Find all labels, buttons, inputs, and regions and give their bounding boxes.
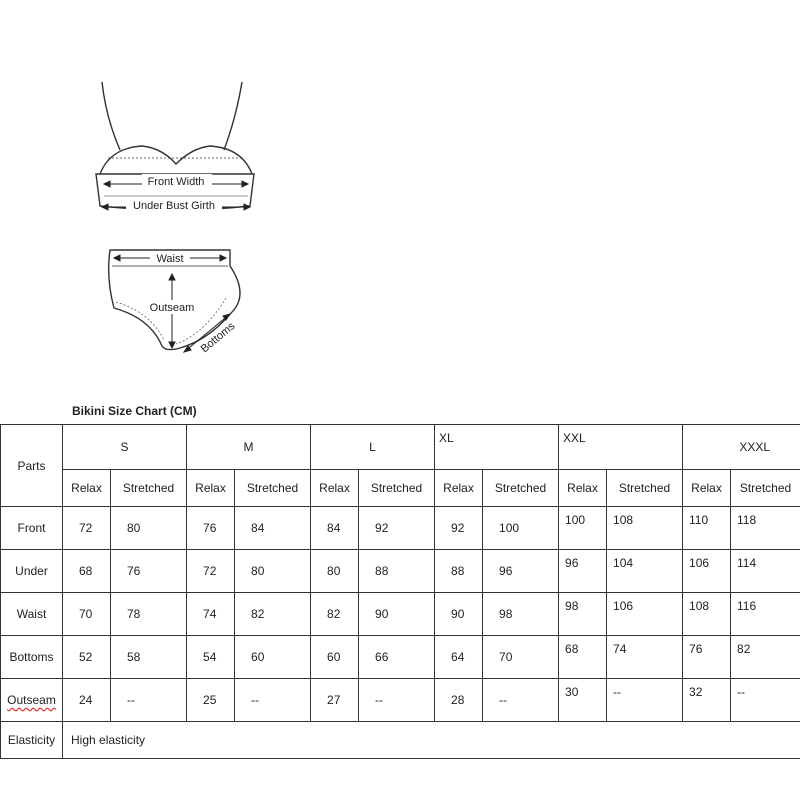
outseam-row-text: Outseam — [7, 693, 56, 707]
table-cell: 80 — [311, 550, 359, 593]
table-cell: 28 — [435, 679, 483, 722]
table-cell: 58 — [111, 636, 187, 679]
table-cell: 114 — [731, 550, 800, 593]
table-cell: 84 — [235, 507, 311, 550]
table-cell: 70 — [63, 593, 111, 636]
garment-diagram — [80, 78, 280, 378]
table-cell: 25 — [187, 679, 235, 722]
under-bust-label: Under Bust Girth — [133, 200, 215, 212]
front-width-label: Front Width — [147, 176, 205, 188]
table-cell: 98 — [559, 593, 607, 636]
cups-outline — [100, 146, 252, 174]
table-cell: 82 — [311, 593, 359, 636]
table-cell: 60 — [311, 636, 359, 679]
table-cell: 32 — [683, 679, 731, 722]
table-cell: 108 — [683, 593, 731, 636]
elasticity-row — [1, 722, 800, 759]
table-cell: -- — [607, 679, 683, 722]
table-cell: 70 — [483, 636, 559, 679]
table-cell: 68 — [63, 550, 111, 593]
table-cell: 78 — [111, 593, 187, 636]
table-cell: -- — [731, 679, 800, 722]
table-cell: 98 — [483, 593, 559, 636]
relax-header: Relax — [559, 470, 607, 507]
table-cell: 66 — [359, 636, 435, 679]
table-row — [1, 593, 800, 636]
relax-header: Relax — [435, 470, 483, 507]
stretched-header: Stretched — [607, 470, 683, 507]
table-cell: 74 — [607, 636, 683, 679]
table-cell: 110 — [683, 507, 731, 550]
table-cell: 64 — [435, 636, 483, 679]
table-cell: 96 — [483, 550, 559, 593]
table-cell: 116 — [731, 593, 800, 636]
table-cell: 118 — [731, 507, 800, 550]
table-cell: 76 — [187, 507, 235, 550]
table-cell: 74 — [187, 593, 235, 636]
table-cell: 60 — [235, 636, 311, 679]
table-cell: 30 — [559, 679, 607, 722]
row-label-waist: Waist — [1, 593, 63, 636]
stretched-header: Stretched — [359, 470, 435, 507]
right-strap — [224, 82, 242, 150]
table-cell: 68 — [559, 636, 607, 679]
row-label-under: Under — [1, 550, 63, 593]
table-cell: 92 — [435, 507, 483, 550]
relax-header: Relax — [311, 470, 359, 507]
table-cell: 80 — [235, 550, 311, 593]
size-header-xxxl: XXXL — [683, 425, 800, 470]
table-cell: 80 — [111, 507, 187, 550]
elasticity-value: High elasticity — [63, 722, 800, 759]
table-cell: 72 — [187, 550, 235, 593]
table-cell: 96 — [559, 550, 607, 593]
table-cell: 92 — [359, 507, 435, 550]
table-cell: 76 — [111, 550, 187, 593]
relax-header: Relax — [63, 470, 111, 507]
size-header-xl: XL — [435, 425, 559, 470]
table-cell: -- — [359, 679, 435, 722]
size-header-xxl: XXL — [559, 425, 683, 470]
table-row — [1, 679, 800, 722]
table-cell: 52 — [63, 636, 111, 679]
size-chart-table — [0, 424, 800, 759]
parts-header: Parts — [1, 425, 63, 507]
table-cell: 72 — [63, 507, 111, 550]
size-header-l: L — [311, 425, 435, 470]
table-cell: 108 — [607, 507, 683, 550]
table-row — [1, 636, 800, 679]
stretched-header: Stretched — [731, 470, 800, 507]
table-cell: 54 — [187, 636, 235, 679]
table-cell: 90 — [435, 593, 483, 636]
bottoms-label: Bottoms — [198, 320, 238, 356]
table-cell: 82 — [731, 636, 800, 679]
table-cell: -- — [483, 679, 559, 722]
bikini-diagram-svg — [80, 78, 280, 378]
table-cell: 88 — [435, 550, 483, 593]
row-label-front: Front — [1, 507, 63, 550]
table-cell: 104 — [607, 550, 683, 593]
table-cell: 106 — [683, 550, 731, 593]
table-cell: 84 — [311, 507, 359, 550]
table-cell: 82 — [235, 593, 311, 636]
left-strap — [102, 82, 120, 150]
table-cell: 88 — [359, 550, 435, 593]
size-header-s: S — [63, 425, 187, 470]
table-cell: 100 — [483, 507, 559, 550]
table-cell: -- — [111, 679, 187, 722]
table-cell: 76 — [683, 636, 731, 679]
relax-header: Relax — [187, 470, 235, 507]
outseam-label: Outseam — [149, 302, 195, 314]
table-row — [1, 507, 800, 550]
table-cell: 90 — [359, 593, 435, 636]
stretched-header: Stretched — [483, 470, 559, 507]
stretched-header: Stretched — [235, 470, 311, 507]
waist-label: Waist — [156, 253, 184, 265]
relax-stretched-header-row — [1, 470, 800, 507]
size-chart-title: Bikini Size Chart (CM) — [72, 404, 197, 418]
size-header-row — [1, 425, 800, 470]
table-cell: 106 — [607, 593, 683, 636]
table-cell: 27 — [311, 679, 359, 722]
table-cell: 24 — [63, 679, 111, 722]
table-cell: 100 — [559, 507, 607, 550]
row-label-elasticity: Elasticity — [1, 722, 63, 759]
row-label-bottoms: Bottoms — [1, 636, 63, 679]
stretched-header: Stretched — [111, 470, 187, 507]
relax-header: Relax — [683, 470, 731, 507]
table-cell: -- — [235, 679, 311, 722]
bikini-top-drawing — [96, 82, 254, 210]
size-header-m: M — [187, 425, 311, 470]
table-row — [1, 550, 800, 593]
row-label-outseam — [1, 679, 63, 722]
